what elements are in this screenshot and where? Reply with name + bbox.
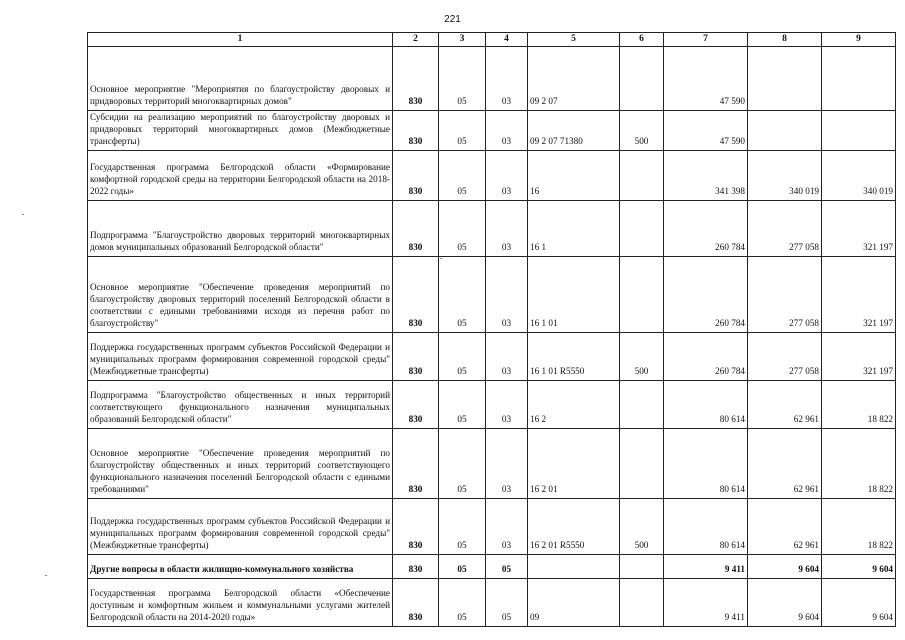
expense-type-cell	[620, 555, 664, 579]
expense-type-cell: 500	[620, 499, 664, 555]
row-name-cell: Основное мероприятие "Обеспечение проведения мероприятий по благоустройству дворовых территорий поселений Белгородской области в соответствии с едиными требованиями исходя из перечня работ по благоустройству"	[88, 257, 393, 333]
amount-col7-cell: 9 411	[664, 579, 748, 627]
expense-type-cell	[620, 257, 664, 333]
row-name-cell: Другие вопросы в области жилищно-коммунального хозяйства	[88, 555, 393, 579]
amount-col8-cell: 62 961	[748, 381, 822, 429]
row-name-cell: Основное мероприятие "Обеспечение проведения мероприятий по благоустройству общественных и иных территорий соответствующего функционального назначения поселений Белгородской области с едиными требованиями"	[88, 429, 393, 499]
amount-col7-cell: 260 784	[664, 333, 748, 381]
amount-col9-cell: 18 822	[822, 499, 896, 555]
expense-type-cell: 500	[620, 111, 664, 151]
table-row	[88, 429, 896, 499]
expense-type-cell	[620, 579, 664, 627]
amount-col8-cell: 277 058	[748, 333, 822, 381]
subsection-code-cell: 03	[486, 47, 528, 111]
header-col-3: 3	[439, 33, 486, 47]
row-name-cell: Поддержка государственных программ субъектов Российской Федерации и муниципальных программ формирования современной городской среды" (Межбюджетные трансферты)	[88, 499, 393, 555]
section-code-cell: 05	[439, 499, 486, 555]
section-code-cell: 05	[439, 257, 486, 333]
amount-col9-cell: 340 019	[822, 151, 896, 201]
amount-col9-cell: 18 822	[822, 381, 896, 429]
row-name-cell: Подпрограмма "Благоустройство дворовых территорий многоквартирных домов муниципальных образований Белгородской области"	[88, 201, 393, 257]
amount-col8-cell: 62 961	[748, 499, 822, 555]
amount-col7-cell: 47 590	[664, 47, 748, 111]
chapter-code-cell: 830	[393, 555, 439, 579]
header-col-5: 5	[528, 33, 620, 47]
chapter-code-cell: 830	[393, 151, 439, 201]
row-name-cell: Государственная программа Белгородской области «Обеспечение доступным и комфортным жильем и коммунальными услугами жителей Белгородской области на 2014-2020 годы»	[88, 579, 393, 627]
amount-col9-cell: 18 822	[822, 429, 896, 499]
chapter-code-cell: 830	[393, 499, 439, 555]
amount-col7-cell: 260 784	[664, 257, 748, 333]
expense-type-cell	[620, 47, 664, 111]
chapter-code-cell: 830	[393, 111, 439, 151]
header-col-2: 2	[393, 33, 439, 47]
table-row	[88, 257, 896, 333]
amount-col7-cell: 47 590	[664, 111, 748, 151]
amount-col7-cell: 80 614	[664, 499, 748, 555]
target-article-cell: 16 2	[528, 381, 620, 429]
amount-col7-cell: 80 614	[664, 429, 748, 499]
section-code-cell: 05	[439, 151, 486, 201]
subsection-code-cell: 05	[486, 579, 528, 627]
amount-col8-cell: 62 961	[748, 429, 822, 499]
expense-type-cell	[620, 151, 664, 201]
target-article-cell: 16 1 01 R5550	[528, 333, 620, 381]
section-code-cell: 05	[439, 201, 486, 257]
header-col-6: 6	[620, 33, 664, 47]
amount-col8-cell: 340 019	[748, 151, 822, 201]
target-article-cell: 16 2 01 R5550	[528, 499, 620, 555]
target-article-cell: 16 2 01	[528, 429, 620, 499]
subsection-code-cell: 03	[486, 257, 528, 333]
target-article-cell: 16 1	[528, 201, 620, 257]
header-col-1: 1	[88, 33, 393, 47]
table-row	[88, 333, 896, 381]
subsection-code-cell: 03	[486, 333, 528, 381]
subsection-code-cell: 03	[486, 499, 528, 555]
subsection-code-cell: 03	[486, 429, 528, 499]
subsection-code-cell: 03	[486, 381, 528, 429]
section-code-cell: 05	[439, 333, 486, 381]
subsection-code-cell: 05	[486, 555, 528, 579]
table-row	[88, 579, 896, 627]
row-name-cell: Подпрограмма "Благоустройство общественных и иных территорий соответствующего функционального назначения муниципальных образований Белгородской области"	[88, 381, 393, 429]
chapter-code-cell: 830	[393, 429, 439, 499]
table-row	[88, 47, 896, 111]
amount-col9-cell: 321 197	[822, 201, 896, 257]
section-code-cell: 05	[439, 579, 486, 627]
expense-type-cell	[620, 201, 664, 257]
target-article-cell	[528, 555, 620, 579]
row-name-cell: Основное мероприятие "Мероприятия по благоустройству дворовых и придворовых территорий многоквартирных домов"	[88, 47, 393, 111]
table-row	[88, 499, 896, 555]
row-name-cell: Поддержка государственных программ субъектов Российской Федерации и муниципальных программ формирования современной городской среды" (Межбюджетные трансферты)	[88, 333, 393, 381]
header-col-9: 9	[822, 33, 896, 47]
expense-type-cell	[620, 429, 664, 499]
amount-col8-cell: 277 058	[748, 201, 822, 257]
target-article-cell: 16	[528, 151, 620, 201]
table-row	[88, 201, 896, 257]
amount-col9-cell: 321 197	[822, 333, 896, 381]
amount-col7-cell: 341 398	[664, 151, 748, 201]
header-col-8: 8	[748, 33, 822, 47]
scan-speck	[45, 575, 47, 576]
amount-col7-cell: 80 614	[664, 381, 748, 429]
section-code-cell: 05	[439, 47, 486, 111]
expense-type-cell	[620, 381, 664, 429]
amount-col9-cell: 321 197	[822, 257, 896, 333]
amount-col8-cell: 9 604	[748, 579, 822, 627]
amount-col8-cell: 277 058	[748, 257, 822, 333]
budget-table	[87, 32, 896, 627]
chapter-code-cell: 830	[393, 579, 439, 627]
subsection-code-cell: 03	[486, 201, 528, 257]
table-row	[88, 151, 896, 201]
table-row	[88, 111, 896, 151]
subsection-code-cell: 03	[486, 151, 528, 201]
header-row	[88, 33, 896, 47]
table-row	[88, 555, 896, 579]
header-col-4: 4	[486, 33, 528, 47]
amount-col9-cell	[822, 47, 896, 111]
chapter-code-cell: 830	[393, 47, 439, 111]
scan-speck	[440, 258, 442, 259]
amount-col8-cell	[748, 111, 822, 151]
header-col-7: 7	[664, 33, 748, 47]
row-name-cell: Государственная программа Белгородской области «Формирование комфортной городской среды на территории Белгородской области на 2018-2022 годы»	[88, 151, 393, 201]
target-article-cell: 16 1 01	[528, 257, 620, 333]
target-article-cell: 09	[528, 579, 620, 627]
amount-col7-cell: 260 784	[664, 201, 748, 257]
amount-col8-cell: 9 604	[748, 555, 822, 579]
page-number: 221	[444, 14, 461, 25]
amount-col9-cell: 9 604	[822, 555, 896, 579]
target-article-cell: 09 2 07 71380	[528, 111, 620, 151]
row-name-cell: Субсидии на реализацию мероприятий по благоустройству дворовых и придворовых территорий многоквартирных домов (Межбюджетные трансферты)	[88, 111, 393, 151]
table-row	[88, 381, 896, 429]
chapter-code-cell: 830	[393, 333, 439, 381]
amount-col9-cell	[822, 111, 896, 151]
amount-col9-cell: 9 604	[822, 579, 896, 627]
chapter-code-cell: 830	[393, 257, 439, 333]
amount-col7-cell: 9 411	[664, 555, 748, 579]
scan-speck	[22, 214, 24, 215]
subsection-code-cell: 03	[486, 111, 528, 151]
section-code-cell: 05	[439, 555, 486, 579]
section-code-cell: 05	[439, 111, 486, 151]
section-code-cell: 05	[439, 381, 486, 429]
target-article-cell: 09 2 07	[528, 47, 620, 111]
section-code-cell: 05	[439, 429, 486, 499]
chapter-code-cell: 830	[393, 381, 439, 429]
expense-type-cell: 500	[620, 333, 664, 381]
amount-col8-cell	[748, 47, 822, 111]
chapter-code-cell: 830	[393, 201, 439, 257]
